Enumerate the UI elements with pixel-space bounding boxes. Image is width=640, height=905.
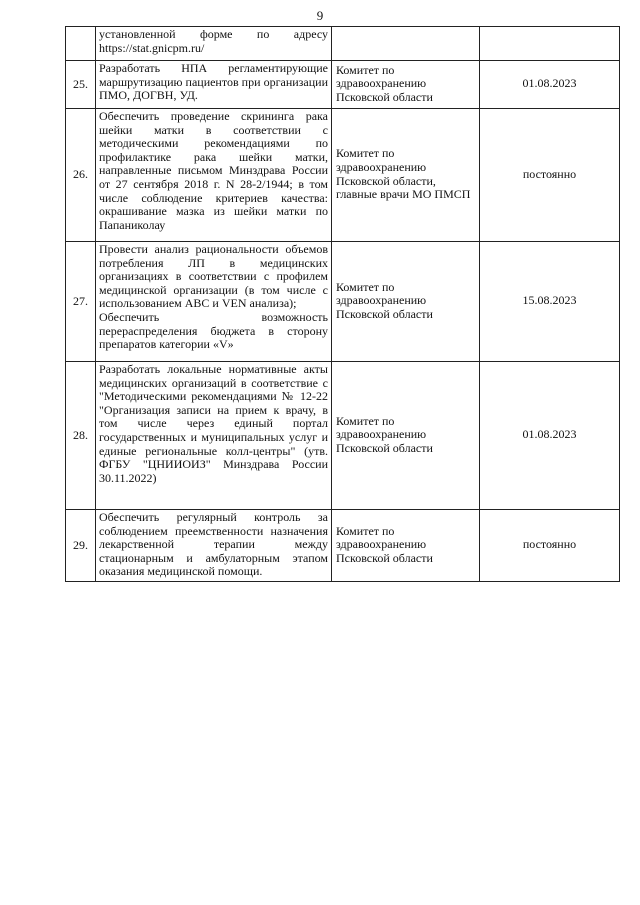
responsible-text: Комитет по здравоохранению Псковской области — [332, 61, 480, 109]
row-number: 28. — [66, 362, 96, 510]
table-row — [66, 362, 620, 510]
deadline-text: 01.08.2023 — [480, 61, 620, 109]
row-number — [66, 27, 96, 61]
task-text: установленной форме по адресу https://stat.gnicpm.ru/ — [96, 27, 332, 61]
responsible-text: Комитет по здравоохранению Псковской области, главные врачи МО ПМСП — [332, 109, 480, 242]
table-row — [66, 109, 620, 242]
row-number: 26. — [66, 109, 96, 242]
page-number: 9 — [316, 8, 324, 23]
responsible-text: Комитет по здравоохранению Псковской области — [332, 362, 480, 510]
action-plan-table — [65, 26, 620, 582]
responsible-text — [332, 27, 480, 61]
task-text: Разработать НПА регламентирующие маршрутизацию пациентов при организации ПМО, ДОГВН, УД. — [96, 61, 332, 109]
deadline-text: постоянно — [480, 109, 620, 242]
row-number: 27. — [66, 242, 96, 362]
task-text: Разработать локальные нормативные акты медицинских организаций в соответствие с "Методическими рекомендациями № 12-22 "Организация записи на прием к врачу, в том числе через единый портал государственных и муниципальных услуг и единые региональные колл-центры" (утв. ФГБУ "ЦНИИОИЗ" Минздрава России 30.11.2022) — [96, 362, 332, 510]
responsible-text: Комитет по здравоохранению Псковской области — [332, 510, 480, 582]
table-row — [66, 61, 620, 109]
responsible-text: Комитет по здравоохранению Псковской области — [332, 242, 480, 362]
table-row — [66, 242, 620, 362]
row-number: 29. — [66, 510, 96, 582]
task-text: Провести анализ рациональности объемов потребления ЛП в медицинских организациях в соответствии с профилем медицинской организации (в том числе с использованием ABC и VEN анализа); Обеспечить возможность перераспределения бюджета в сторону препаратов категории «V» — [96, 242, 332, 362]
table-row — [66, 27, 620, 61]
deadline-text: 15.08.2023 — [480, 242, 620, 362]
deadline-text — [480, 27, 620, 61]
deadline-text: 01.08.2023 — [480, 362, 620, 510]
row-number: 25. — [66, 61, 96, 109]
task-text: Обеспечить регулярный контроль за соблюдением преемственности назначения лекарственной терапии между стационарным и амбулаторным этапом оказания медицинской помощи. — [96, 510, 332, 582]
table-row — [66, 510, 620, 582]
deadline-text: постоянно — [480, 510, 620, 582]
task-text: Обеспечить проведение скрининга рака шейки матки в соответствии с методическими рекомендациями по профилактике рака шейки матки, направленные письмом Минздрава России от 27 сентября 2018 г. N 28-2/1944; в том числе соблюдение критериев качества: окрашивание мазка из шейки матки по Папаниколау — [96, 109, 332, 242]
